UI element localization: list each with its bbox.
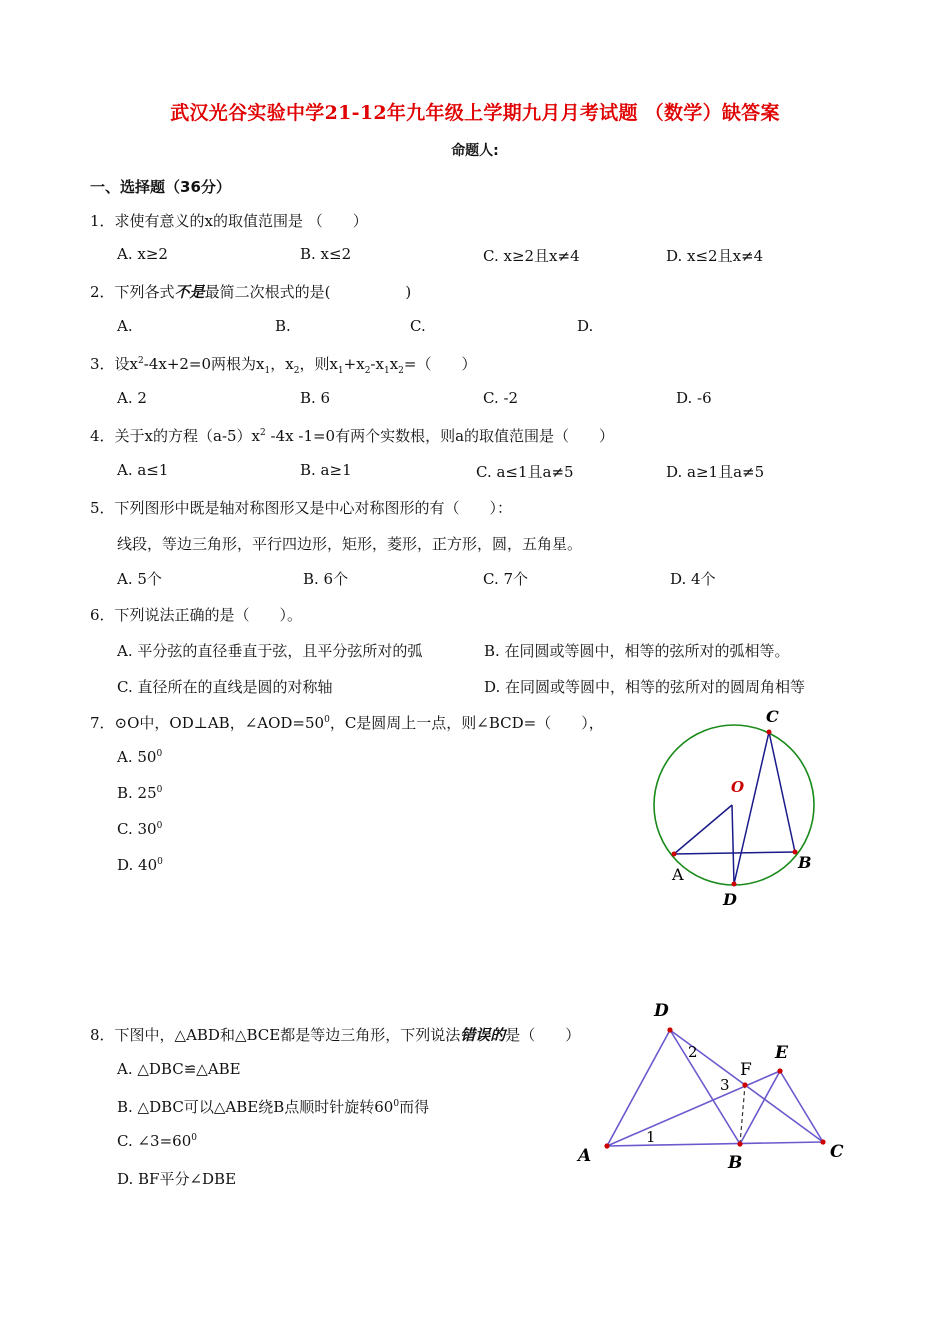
segment-ec (780, 1071, 823, 1142)
q8-triangle-figure (570, 995, 860, 1180)
q6-option-c: C. 直径所在的直线是圆的对称轴 (117, 678, 333, 696)
q4-stem (90, 425, 614, 446)
author-line: 命题人: (451, 143, 499, 159)
point-a (672, 852, 677, 857)
segment-od (732, 805, 734, 884)
q3-option-a: A. 2 (117, 389, 147, 407)
q3-sub: 1 (337, 366, 344, 376)
q8-text: 8．下图中，△ABD和△BCE都是等边三角形，下列说法 (90, 1026, 461, 1044)
angle-label-3: 3 (720, 1076, 730, 1094)
point-b (737, 1141, 742, 1146)
q7-text: 7．⊙O中，OD⊥AB，∠AOD=50 (90, 714, 325, 732)
q1-stem: 1．求使有意义的x的取值范围是 （ ） (90, 212, 368, 230)
q3-option-b: B. 6 (300, 389, 331, 407)
section-heading: 一、选择题（36分） (90, 178, 231, 196)
q2-stem-pre: 2．下列各式 (90, 283, 175, 301)
q8-option-b: B. △DBC可以△ABE绕B点顺时针旋转$60^0$而得 (117, 1098, 430, 1116)
q3-text: 3．设x (90, 355, 139, 373)
q8-option-c: C. $\angle 3=60^0$ (117, 1132, 197, 1150)
q4-text: 4．关于x的方程（a-5）x (90, 427, 261, 445)
q2-option-a: A. (117, 317, 133, 335)
q8-text: 是（ ） (505, 1026, 581, 1044)
q3-sub: 2 (364, 366, 371, 376)
q8-stem (90, 1024, 580, 1045)
q3-text: +x (343, 355, 365, 373)
q4-option-c: C. a≤1且a≠5 (476, 463, 574, 481)
point-d (732, 882, 737, 887)
q5-stem: 5．下列图形中既是轴对称图形又是中心对称图形的有（ ）： (90, 499, 513, 517)
q2-option-d: D. (577, 317, 594, 335)
q3-text: x (389, 355, 399, 373)
point-f (742, 1082, 747, 1087)
q5-option-d: D. 4个 (670, 570, 716, 588)
segment-ae (607, 1071, 780, 1146)
label-d: D (654, 1001, 669, 1021)
q8-option-d: D. BF平分∠DBE (117, 1170, 237, 1188)
q3-text: =（ ） (403, 355, 477, 373)
label-b: B (728, 1153, 743, 1173)
q7-sup: 0 (324, 715, 330, 725)
q3-text: -x (370, 355, 384, 373)
point-c (820, 1139, 825, 1144)
q8-option-a: A. △DBC≌△ABE (117, 1060, 241, 1078)
q7-option-c: C. $30^0$ (117, 820, 163, 838)
q5-option-c: C. 7个 (483, 570, 529, 588)
q1-option-b: B. x≤2 (300, 245, 352, 263)
q4-option-d: D. a≥1且a≠5 (666, 463, 765, 481)
label-e: E (775, 1043, 788, 1063)
q3-sup: 2 (138, 356, 144, 366)
q7-text: ，C是圆周上一点，则∠BCD=（ ）， (329, 714, 604, 732)
point-d (667, 1027, 672, 1032)
segment-oa (674, 805, 732, 854)
q3-stem (90, 353, 476, 376)
q4-option-a: A. a≤1 (117, 461, 169, 479)
q7-option-a: A. $50^0$ (117, 748, 163, 766)
q4-option-b: B. a≥1 (300, 461, 352, 479)
q3-sub: 1 (264, 366, 271, 376)
q3-sub: 1 (383, 366, 390, 376)
point-a (604, 1143, 609, 1148)
q3-text: -4x+2=0两根为x (143, 355, 265, 373)
q3-sub: 2 (398, 366, 404, 376)
label-a: A (578, 1146, 592, 1166)
label-c: C (766, 707, 779, 726)
segment-ac (607, 1142, 823, 1146)
q5-option-b: B. 6个 (303, 570, 349, 588)
q4-sup: 2 (260, 428, 266, 438)
q4-text: -4x -1=0有两个实数根，则a的取值范围是（ ） (265, 427, 615, 445)
q6-option-b: B. 在同圆或等圆中，相等的弦所对的弧相等。 (484, 642, 790, 660)
q6-option-a: A. 平分弦的直径垂直于弦，且平分弦所对的弧 (117, 642, 423, 660)
label-o: O (731, 778, 745, 796)
segment-be (740, 1071, 780, 1144)
segment-ad (607, 1030, 670, 1146)
q2-stem-post: 最简二次根式的是( ) (204, 283, 412, 301)
q2-stem (90, 281, 411, 302)
segment-cd (734, 732, 769, 884)
q2-stem-emphasis: 不是 (174, 283, 205, 301)
label-f: F (740, 1060, 752, 1080)
exam-title: 武汉光谷实验中学21-12年九年级上学期九月月考试题 （数学）缺答案 (170, 102, 780, 124)
q5-list: 线段，等边三角形，平行四边形，矩形，菱形，正方形，圆，五角星。 (117, 535, 583, 553)
q3-text: ，则x (299, 355, 338, 373)
q1-option-a: A. x≥2 (117, 245, 168, 263)
angle-label-2: 2 (688, 1043, 698, 1061)
q7-circle-figure (640, 700, 840, 915)
q6-option-d: D. 在同圆或等圆中，相等的弦所对的圆周角相等 (484, 678, 806, 696)
label-b: B (798, 853, 812, 872)
q7-option-d: D. $40^0$ (117, 856, 163, 874)
label-c: C (830, 1142, 844, 1162)
q7-option-b: B. $25^0$ (117, 784, 163, 802)
segment-ab (674, 852, 795, 854)
q3-text: ，x (270, 355, 294, 373)
q7-stem (90, 712, 604, 733)
label-a: A (672, 865, 684, 884)
q8-emphasis: 错误的 (460, 1026, 506, 1044)
point-c (767, 730, 772, 735)
q6-stem: 6．下列说法正确的是（ ）。 (90, 606, 303, 624)
q3-sub: 2 (293, 366, 300, 376)
point-b (793, 850, 798, 855)
label-d: D (723, 890, 737, 909)
angle-label-1: 1 (646, 1128, 656, 1146)
q1-option-c: C. x≥2且x≠4 (483, 247, 580, 265)
q2-option-c: C. (410, 317, 426, 335)
q1-option-d: D. x≤2且x≠4 (666, 247, 764, 265)
q5-option-a: A. 5个 (117, 570, 162, 588)
q2-option-b: B. (275, 317, 291, 335)
q3-option-c: C. -2 (483, 389, 519, 407)
point-e (777, 1068, 782, 1073)
q3-option-d: D. -6 (676, 389, 712, 407)
